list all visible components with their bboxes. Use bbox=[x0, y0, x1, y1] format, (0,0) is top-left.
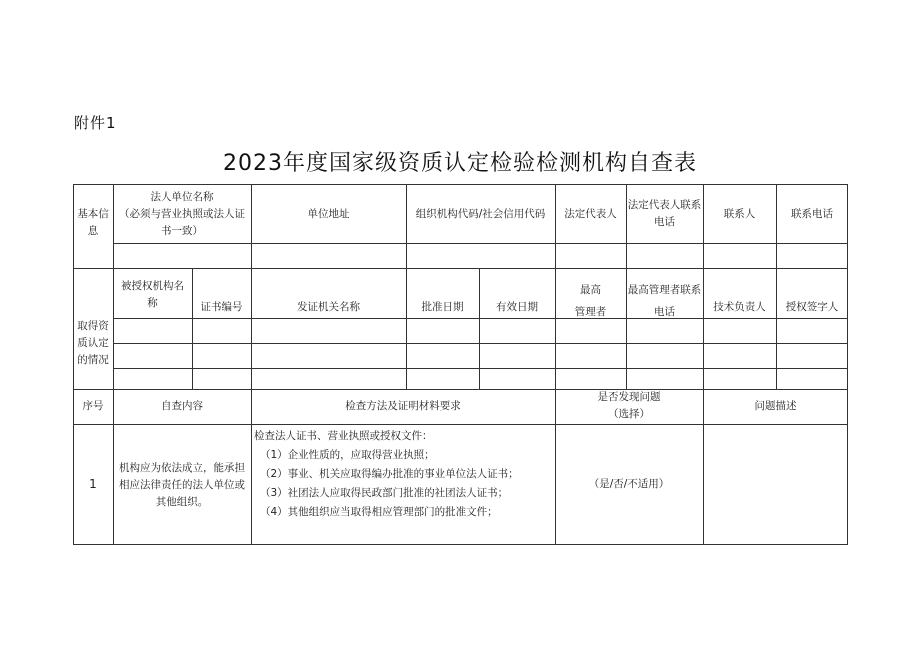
header-address: 单位地址 bbox=[307, 208, 350, 220]
header-legal-rep-phone-line: 法定代表人联系 bbox=[627, 199, 702, 211]
row-content-line: 相应法律责任的法人单位或 bbox=[119, 479, 245, 491]
header-valid-date: 有效日期 bbox=[496, 301, 538, 313]
qualification-label-line: 取得资 bbox=[77, 320, 109, 332]
row-seq: 1 bbox=[89, 477, 97, 491]
header-seq: 序号 bbox=[82, 400, 104, 412]
basic-info-label: 基本信息 bbox=[77, 208, 109, 237]
header-found-line: （选择） bbox=[608, 408, 650, 420]
header-approval-date: 批准日期 bbox=[421, 301, 464, 313]
header-cert-no: 证书编号 bbox=[200, 301, 243, 313]
row-method bbox=[254, 427, 554, 522]
header-legal-unit bbox=[113, 189, 251, 240]
header-contact-phone: 联系电话 bbox=[791, 208, 833, 220]
row-method-line: 检查法人证书、营业执照或授权文件： bbox=[254, 430, 433, 442]
header-top-manager-line: 管理者 bbox=[574, 306, 607, 318]
header-authorized-org-line: 称 bbox=[147, 297, 158, 309]
row-choice[interactable]: （是/否/不适用） bbox=[588, 478, 670, 490]
header-method: 检查方法及证明材料要求 bbox=[345, 400, 461, 412]
qualification-label bbox=[73, 318, 113, 369]
row-content-line: 机构应为依法成立，能承担 bbox=[119, 462, 245, 474]
header-contact: 联系人 bbox=[723, 208, 756, 220]
header-top-manager-phone-line: 最高管理者联系 bbox=[627, 284, 702, 296]
header-found-line: 是否发现问题 bbox=[597, 391, 661, 403]
header-desc: 问题描述 bbox=[754, 400, 797, 412]
header-legal-rep-phone-line: 电话 bbox=[654, 216, 675, 228]
row-method-line: （2）事业、机关应取得编办批准的事业单位法人证书； bbox=[260, 468, 519, 480]
header-authorized-org bbox=[113, 278, 192, 312]
header-signatory: 授权签字人 bbox=[785, 301, 839, 313]
row-method-line: （4）其他组织应当取得相应管理部门的批准文件； bbox=[260, 506, 498, 518]
header-content: 自查内容 bbox=[161, 400, 203, 412]
row-content-line: 其他组织。 bbox=[155, 496, 209, 508]
header-legal-unit-line: （必须与营业执照或法人证 bbox=[119, 208, 245, 220]
header-authorized-org-line: 被授权机构名 bbox=[121, 280, 184, 292]
header-legal-rep-phone bbox=[626, 197, 703, 231]
header-top-manager-phone-line: 电话 bbox=[654, 306, 675, 318]
attachment-label: 附件1 bbox=[74, 114, 117, 132]
header-top-manager-line: 最高 bbox=[580, 284, 601, 296]
header-tech-lead: 技术负责人 bbox=[713, 301, 766, 313]
header-legal-rep: 法定代表人 bbox=[564, 208, 617, 220]
qualification-label-line: 的情况 bbox=[77, 354, 109, 366]
header-legal-unit-line: 书一致） bbox=[161, 225, 203, 237]
header-top-manager-phone bbox=[626, 279, 703, 323]
page-title: 2023年度国家级资质认定检验检测机构自查表 bbox=[223, 151, 697, 176]
self-check-table bbox=[73, 184, 848, 545]
header-legal-unit-line: 法人单位名称 bbox=[150, 191, 214, 203]
row-content bbox=[115, 460, 249, 511]
header-issuer: 发证机关名称 bbox=[297, 301, 360, 313]
row-method-line: （3）社团法人应取得民政部门批准的社团法人证书； bbox=[260, 487, 509, 499]
qualification-label-line: 质认定 bbox=[77, 337, 109, 349]
header-found bbox=[555, 389, 703, 423]
row-method-line: （1）企业性质的，应取得营业执照； bbox=[260, 449, 435, 461]
header-org-code: 组织机构代码/社会信用代码 bbox=[415, 208, 546, 220]
header-top-manager bbox=[555, 279, 626, 323]
